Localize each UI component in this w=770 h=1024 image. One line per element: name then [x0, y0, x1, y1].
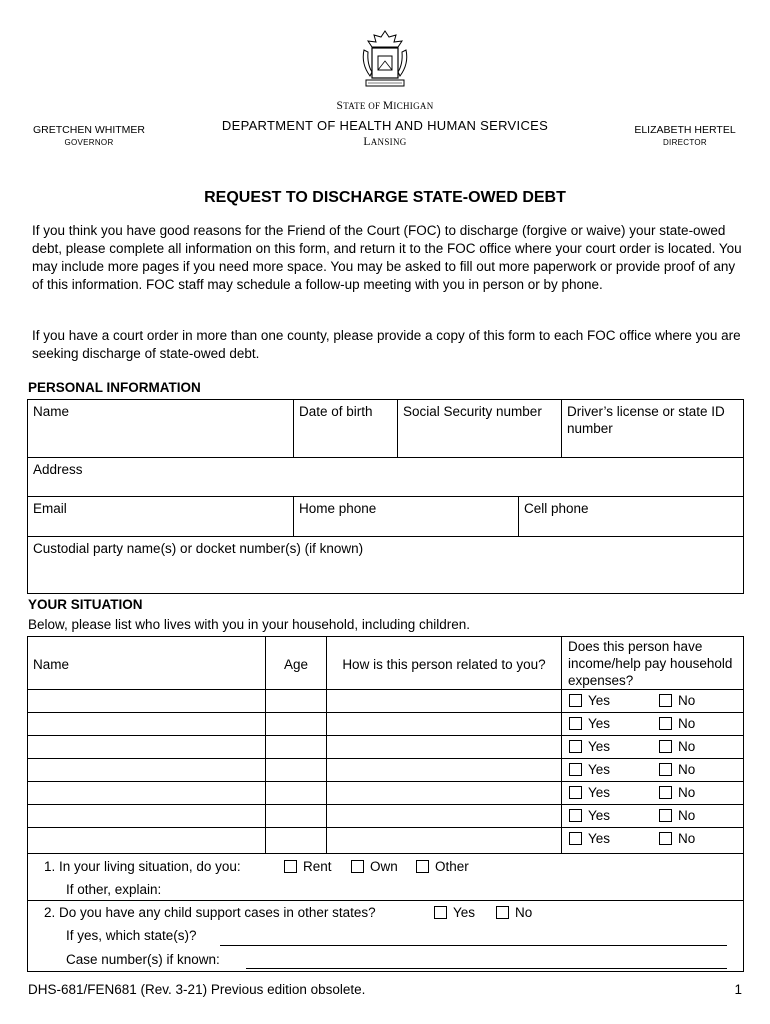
name-field[interactable]: [28, 400, 293, 457]
question-2: [44, 904, 376, 921]
income-no-checkbox[interactable]: [659, 694, 672, 707]
member-name-field[interactable]: [28, 828, 265, 850]
income-yes-checkbox[interactable]: [569, 717, 582, 730]
member-relation-field[interactable]: [327, 759, 561, 781]
dob-field[interactable]: [294, 400, 397, 457]
rent-option[interactable]: [284, 858, 332, 875]
rent-label: Rent: [303, 859, 332, 874]
income-yes-option[interactable]: [569, 830, 610, 847]
income-yes-label: Yes: [588, 762, 611, 777]
income-yes-checkbox[interactable]: [569, 786, 582, 799]
member-name-field[interactable]: [28, 805, 265, 827]
member-relation-field[interactable]: [327, 782, 561, 804]
income-no-label: No: [678, 831, 696, 846]
q2-no-label: No: [515, 905, 533, 920]
own-label: Own: [370, 859, 398, 874]
q1-label: 1. In your living situation, do you:: [44, 859, 241, 874]
director-title: DIRECTOR: [662, 138, 708, 147]
situation-instructions: Below, please list who lives with you in your household, including children.: [28, 617, 470, 632]
member-age-field[interactable]: [266, 713, 326, 735]
q2-label: 2. Do you have any child support cases in other states?: [44, 905, 376, 920]
other-option[interactable]: [416, 858, 469, 875]
form-title: REQUEST TO DISCHARGE STATE-OWED DEBT: [204, 189, 566, 206]
question-1: [44, 858, 241, 875]
income-no-option[interactable]: [659, 715, 695, 732]
income-no-checkbox[interactable]: [659, 809, 672, 822]
income-yes-label: Yes: [588, 739, 611, 754]
col-income-header: Does this person have income/help pay household expenses?: [568, 639, 733, 688]
license-field[interactable]: [562, 400, 743, 457]
income-no-label: No: [678, 808, 696, 823]
income-no-label: No: [678, 693, 696, 708]
income-yes-option[interactable]: [569, 784, 610, 801]
member-age-field[interactable]: [266, 805, 326, 827]
own-checkbox[interactable]: [351, 860, 364, 873]
member-age-field[interactable]: [266, 736, 326, 758]
income-no-label: No: [678, 716, 696, 731]
member-relation-field[interactable]: [327, 690, 561, 712]
income-no-option[interactable]: [659, 761, 695, 778]
col-age-header: Age: [283, 657, 309, 672]
income-yes-label: Yes: [588, 716, 611, 731]
home-phone-field[interactable]: [294, 497, 518, 536]
rent-checkbox[interactable]: [284, 860, 297, 873]
director-name: ELIZABETH HERTEL: [634, 124, 736, 136]
income-yes-option[interactable]: [569, 807, 610, 824]
q2-case-label: Case number(s) if known:: [66, 952, 220, 967]
income-no-label: No: [678, 785, 696, 800]
member-relation-field[interactable]: [327, 828, 561, 850]
ssn-label: Social Security number: [403, 404, 542, 419]
michigan-state-seal: [358, 28, 412, 90]
income-no-label: No: [678, 762, 696, 777]
header-city: LANSING: [363, 136, 407, 148]
col-name-header: Name: [33, 657, 70, 672]
income-no-option[interactable]: [659, 692, 695, 709]
member-age-field[interactable]: [266, 782, 326, 804]
email-field[interactable]: [28, 497, 293, 536]
income-yes-checkbox[interactable]: [569, 694, 582, 707]
dob-label: Date of birth: [299, 404, 373, 419]
income-yes-label: Yes: [588, 808, 611, 823]
personal-info-heading: PERSONAL INFORMATION: [28, 380, 201, 395]
income-no-checkbox[interactable]: [659, 763, 672, 776]
member-relation-field[interactable]: [327, 736, 561, 758]
own-option[interactable]: [351, 858, 398, 875]
member-name-field[interactable]: [28, 713, 265, 735]
income-no-checkbox[interactable]: [659, 740, 672, 753]
income-no-label: No: [678, 739, 696, 754]
member-name-field[interactable]: [28, 759, 265, 781]
income-yes-checkbox[interactable]: [569, 763, 582, 776]
member-relation-field[interactable]: [327, 805, 561, 827]
income-yes-option[interactable]: [569, 738, 610, 755]
income-no-checkbox[interactable]: [659, 717, 672, 730]
income-yes-option[interactable]: [569, 715, 610, 732]
q2-yes-checkbox[interactable]: [434, 906, 447, 919]
income-no-option[interactable]: [659, 738, 695, 755]
income-no-option[interactable]: [659, 784, 695, 801]
income-yes-option[interactable]: [569, 761, 610, 778]
member-relation-field[interactable]: [327, 713, 561, 735]
member-age-field[interactable]: [266, 828, 326, 850]
intro-paragraph-1: If you think you have good reasons for the Friend of the Court (FOC) to discharge (forgive or waive) your state-owed debt, please complete all information on this form, and return it to the FOC office where your court order is located. You may include more pages if you need more space. You may be asked to fill out more paperwork or provide proof of any of this information. FOC staff may schedule a follow-up meeting with you in person or by phone.: [32, 223, 742, 292]
q1-explain-label: If other, explain:: [66, 882, 162, 897]
governor-title: GOVERNOR: [64, 138, 114, 147]
name-label: Name: [33, 404, 70, 419]
case-number-input-line[interactable]: [246, 968, 727, 969]
q2-yes-label: Yes: [453, 905, 476, 920]
household-row: [28, 805, 743, 827]
page-number: 1: [734, 982, 742, 997]
states-input-line[interactable]: [220, 945, 727, 946]
income-yes-checkbox[interactable]: [569, 832, 582, 845]
header-department: DEPARTMENT OF HEALTH AND HUMAN SERVICES: [221, 118, 549, 133]
personal-info-table: [27, 399, 744, 594]
income-no-option[interactable]: [659, 807, 695, 824]
household-row: [28, 782, 743, 804]
cell-phone-label: Cell phone: [524, 501, 589, 516]
household-row: [28, 713, 743, 735]
household-row: [28, 690, 743, 712]
income-yes-checkbox[interactable]: [569, 740, 582, 753]
license-label: Driver’s license or state ID number: [567, 404, 725, 436]
member-age-field[interactable]: [266, 759, 326, 781]
income-yes-checkbox[interactable]: [569, 809, 582, 822]
income-yes-label: Yes: [588, 831, 611, 846]
q2-which-label: If yes, which state(s)?: [66, 928, 197, 943]
governor-name: GRETCHEN WHITMER: [33, 124, 145, 136]
income-yes-label: Yes: [588, 785, 611, 800]
custodial-field[interactable]: [28, 537, 743, 593]
q2-yes-option[interactable]: [434, 904, 475, 921]
custodial-label: Custodial party name(s) or docket number(s) (if known): [33, 541, 364, 556]
member-name-field[interactable]: [28, 782, 265, 804]
member-name-field[interactable]: [28, 690, 265, 712]
income-yes-option[interactable]: [569, 692, 610, 709]
intro-paragraph-2: If you have a court order in more than one county, please provide a copy of this form to each FOC office where you are seeking discharge of state-owed debt.: [32, 328, 741, 361]
email-label: Email: [33, 501, 67, 516]
household-row: [28, 759, 743, 781]
q2-no-checkbox[interactable]: [496, 906, 509, 919]
cell-phone-field[interactable]: [519, 497, 743, 536]
income-no-checkbox[interactable]: [659, 786, 672, 799]
ssn-field[interactable]: [398, 400, 561, 457]
income-no-option[interactable]: [659, 830, 695, 847]
other-checkbox[interactable]: [416, 860, 429, 873]
address-label: Address: [33, 462, 83, 477]
home-phone-label: Home phone: [299, 501, 377, 516]
household-row: [28, 736, 743, 758]
household-row: [28, 828, 743, 850]
header-state: STATE OF MICHIGAN: [336, 100, 434, 112]
form-id: DHS-681/FEN681 (Rev. 3-21) Previous edition obsolete.: [28, 982, 366, 997]
q2-no-option[interactable]: [496, 904, 532, 921]
household-table: [27, 636, 744, 854]
other-label: Other: [435, 859, 469, 874]
member-name-field[interactable]: [28, 736, 265, 758]
income-yes-label: Yes: [588, 693, 611, 708]
col-relation-header: How is this person related to you?: [342, 657, 546, 672]
address-field[interactable]: [28, 458, 743, 496]
income-no-checkbox[interactable]: [659, 832, 672, 845]
situation-heading: YOUR SITUATION: [28, 597, 143, 612]
member-age-field[interactable]: [266, 690, 326, 712]
